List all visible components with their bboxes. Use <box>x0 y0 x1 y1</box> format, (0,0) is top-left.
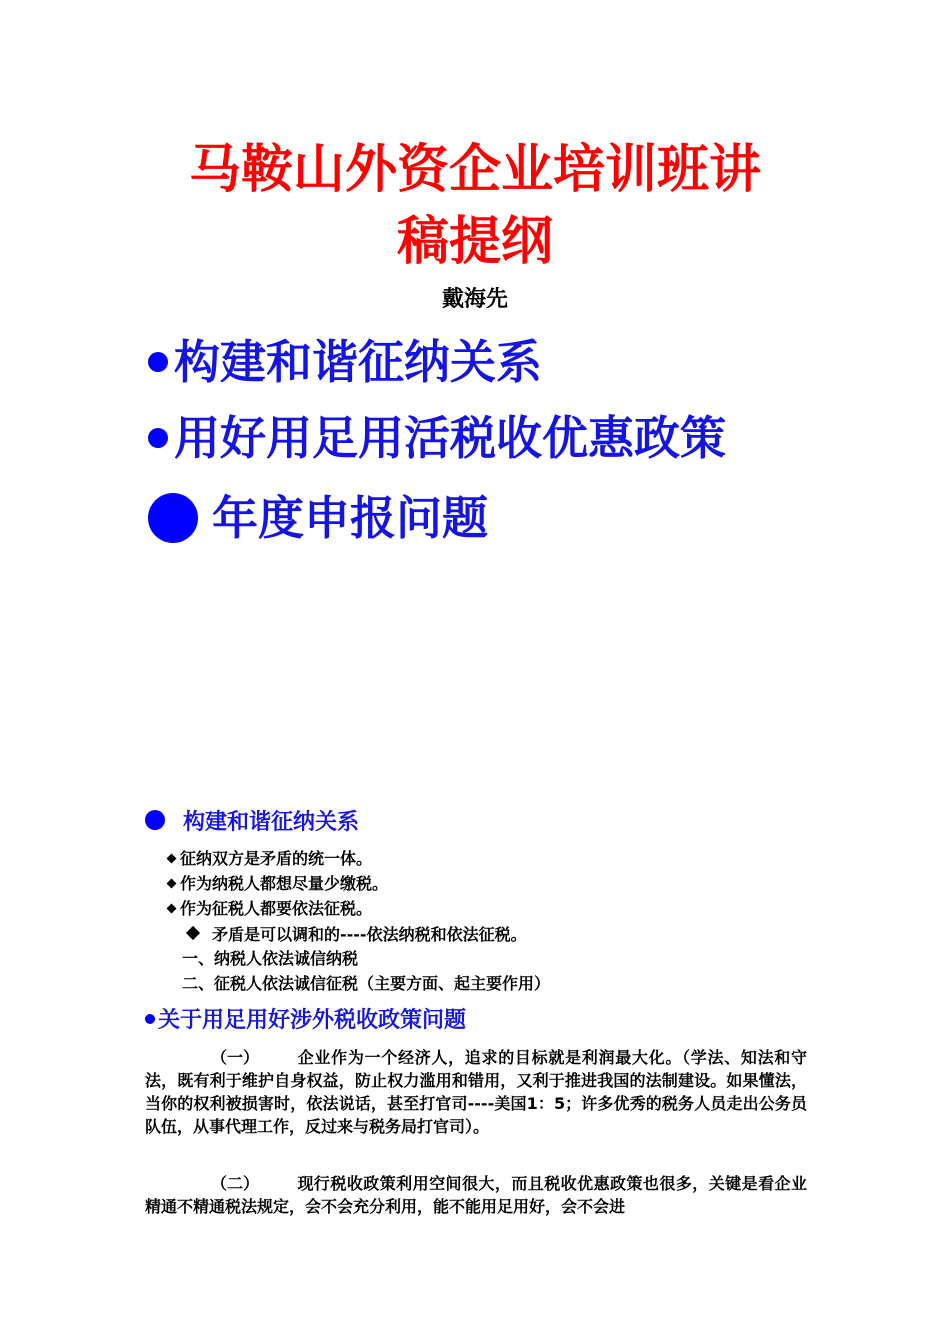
outline-item-2: 用好用足用活税收优惠政策 <box>148 408 726 468</box>
diamond-bullet-icon <box>167 879 177 889</box>
author-name: 戴海先 <box>441 287 508 312</box>
paragraph <box>145 1172 807 1218</box>
document-title-line-1: 马鞍山外资企业培训班讲 <box>188 140 761 200</box>
bullet-dot-icon <box>148 428 168 448</box>
paragraph-text: 企业作为一个经济人，追求的目标就是利润最大化。（学法、知法和守法，既有利于维护自身权益，防止权力滥用和错用，又利于推进我国的法制建设。如果懂法，当你的权利被损害时，依法说话，甚至打官司----美国1：5；许多优秀的税务人员走出公务员队伍，从事代理工作，反过来与税务局打官司）。 <box>145 1048 807 1136</box>
paragraph-text: 现行税收政策利用空间很大，而且税收优惠政策也很多，关键是看企业精通不精通税法规定，会不会充分利用，能不能用足用好，会不会进 <box>145 1174 807 1216</box>
diamond-bullet-icon <box>167 904 177 914</box>
section-2-heading: 关于用足用好涉外税收政策问题 <box>145 1006 466 1036</box>
paragraph-label: （一） <box>211 1048 260 1067</box>
diamond-bullet-icon <box>167 854 177 864</box>
paragraph-label: （二） <box>211 1174 260 1193</box>
paragraph <box>145 1046 807 1138</box>
list-item: 征纳双方是矛盾的统一体。 <box>168 848 372 870</box>
list-item: 一、纳税人依法诚信纳税 <box>182 949 359 968</box>
outline-item-3: 年度申报问题 <box>148 488 488 548</box>
list-item: 矛盾是可以调和的----依法纳税和依法征税。 <box>188 924 527 946</box>
list-item: 二、征税人依法诚信征税（主要方面、起主要作用） <box>182 974 551 993</box>
bullet-dot-icon <box>145 1014 155 1024</box>
section-1-heading: 构建和谐征纳关系 <box>145 808 359 838</box>
list-item: 作为征税人都要依法征税。 <box>168 898 372 920</box>
list-item: 作为纳税人都想尽量少缴税。 <box>168 873 388 895</box>
bullet-dot-icon <box>148 352 168 372</box>
document-title-line-2: 稿提纲 <box>396 212 553 272</box>
bullet-dot-icon <box>145 810 165 830</box>
bullet-dot-icon <box>148 493 198 543</box>
outline-item-1: 构建和谐征纳关系 <box>148 332 542 392</box>
diamond-bullet-icon <box>186 926 200 940</box>
